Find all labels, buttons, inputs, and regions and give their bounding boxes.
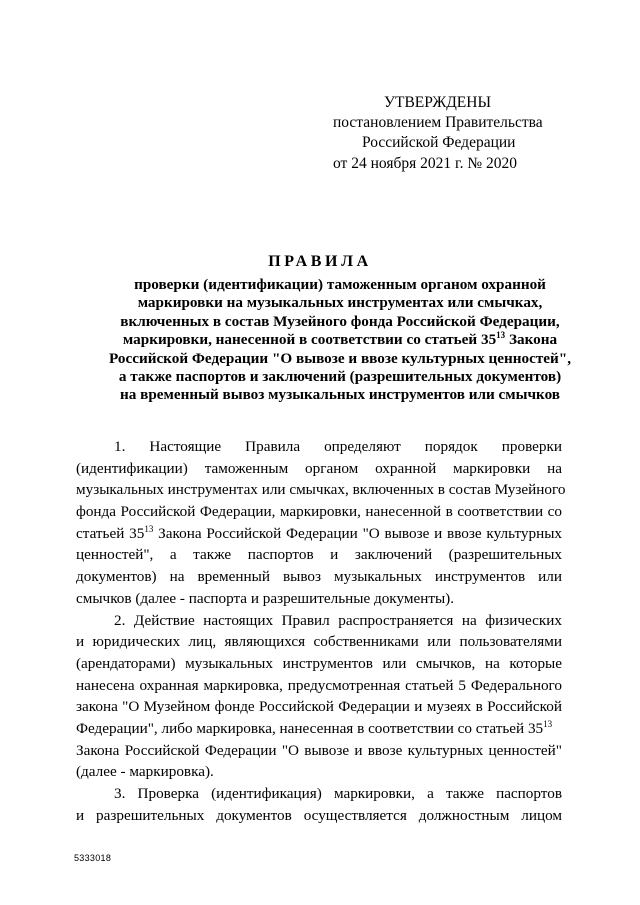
paragraph-line: документов) на временный вывоз музыкальных инструментов или [76,568,562,586]
paragraph-line: ценностей", а также паспортов и заключений (разрешительных [76,546,562,564]
paragraph-1 [76,436,566,610]
paragraph-line: музыкальных инструментах или смычках, включенных в состав Музейного [76,481,566,499]
approval-date-number-line: от 24 ноября 2021 г. № 2020 [333,155,517,172]
subtitle-line [60,331,620,349]
superscript: 13 [543,718,553,729]
approval-heading: УТВЕРЖДЕНЫ [384,94,491,111]
subtitle-line: включенных в состав Музейного фонда Российской Федерации, [120,312,560,330]
paragraph-line: 1. Настоящие Правила определяют порядок проверки [114,438,562,455]
paragraph-line: Закона Российской Федерации "О вывозе и ввозе культурных ценностей" [76,741,562,759]
paragraph-line: нанесена охранная маркировка, предусмотренная статьей 5 Федерального [76,676,562,694]
paragraph-text: Закона Российской Федерации "О вывозе и ввозе культурных [153,524,563,542]
paragraph-text: статьей 35 [76,524,145,542]
subtitle-line: на временный вывоз музыкальных инструментов или смычков [119,386,560,404]
paragraph-line: закона "О Музейном фонде Российской Федерации и музеях в Российской [76,698,562,716]
document-code: 5333018 [74,853,112,863]
paragraph-2 [76,610,562,784]
subtitle-line: а также паспортов и заключений (разрешительных документов) [118,368,562,386]
paragraph-line: 2. Действие настоящих Правил распространяется на физических [114,611,562,629]
paragraph-line [76,523,562,545]
subtitle-text: Закона [505,331,558,349]
document-title: ПРАВИЛА [268,253,372,270]
paragraph-line: и разрешительных документов осуществляется должностным лицом [76,806,562,824]
subtitle-line: Российской Федерации "О вывозе и ввозе культурных ценностей", [108,349,572,367]
approval-government-line: Российской Федерации [362,134,516,151]
superscript: 13 [496,330,506,341]
paragraph-line: (арендаторами) музыкальных инструментов или смычков, на которые [76,654,562,672]
paragraph-line: (далее - маркировка). [76,763,214,781]
subtitle-text: маркировки, нанесенной в соответствии со статьей 35 [122,331,497,349]
paragraph-line: и юридических лиц, являющихся собственниками или пользователями [76,633,562,651]
subtitle-line: маркировки на музыкальных инструментах или смычках, [137,294,543,312]
paragraph-text: Федерации", либо маркировка, нанесенная в соответствии со статьей 35 [76,719,544,737]
superscript: 13 [144,523,154,534]
document-body [76,436,566,826]
subtitle-line: проверки (идентификации) таможенным органом охранной [134,276,546,293]
paragraph-line: фонда Российской Федерации, маркировки, нанесенной в соответствии со [76,503,562,521]
document-subtitle [60,276,620,405]
paragraph-line: 3. Проверка (идентификация) маркировки, а также паспортов [114,785,562,802]
approval-resolution-line: постановлением Правительства [333,114,543,131]
paragraph-line: (идентификации) таможенным органом охранной маркировки на [76,459,562,477]
paragraph-3 [76,783,562,826]
paragraph-line: смычков (далее - паспорта и разрешительные документы). [76,589,455,607]
paragraph-line [76,718,562,740]
